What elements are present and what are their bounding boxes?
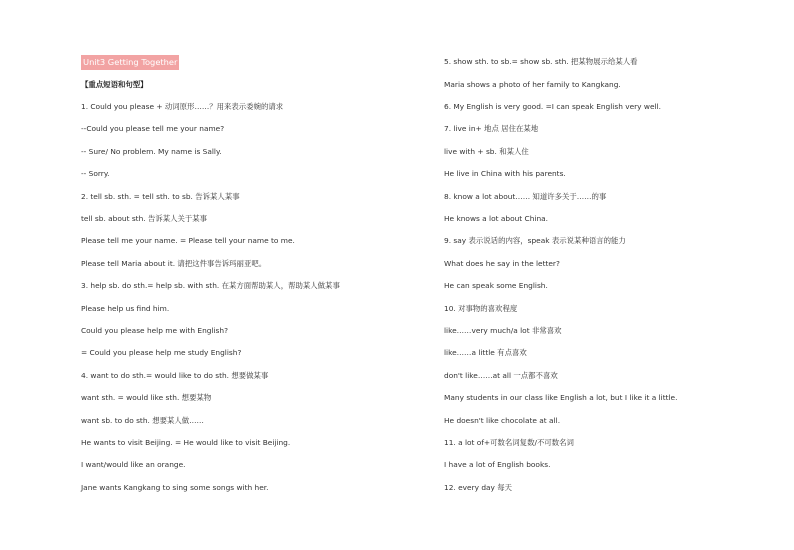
text-line: What does he say in the letter? xyxy=(444,259,560,268)
text-line: He wants to visit Beijing. = He would like to visit Beijing. xyxy=(81,438,291,447)
text-line: 4. want to do sth.= would like to do sth. 想要做某事 xyxy=(81,371,269,380)
text-line: 2. tell sb. sth. = tell sth. to sb. 告诉某人某事 xyxy=(81,192,240,201)
text-line: I have a lot of English books. xyxy=(444,460,551,469)
text-line: tell sb. about sth. 告诉某人关于某事 xyxy=(81,214,208,223)
text-line: 3. help sb. do sth.= help sb. with sth. 在某方面帮助某人，帮助某人做某事 xyxy=(81,281,340,290)
text-line: want sb. to do sth. 想要某人做…… xyxy=(81,416,204,425)
text-line: want sth. = would like sth. 想要某物 xyxy=(81,393,212,402)
text-line: 10. 对事物的喜欢程度 xyxy=(444,304,518,313)
text-line: Jane wants Kangkang to sing some songs with her. xyxy=(81,483,269,492)
text-line: like……a little 有点喜欢 xyxy=(444,348,527,357)
text-line: 12. every day 每天 xyxy=(444,483,513,492)
text-line: He live in China with his parents. xyxy=(444,169,566,178)
text-line: 7. live in+ 地点 居住在某地 xyxy=(444,124,539,133)
text-line: I want/would like an orange. xyxy=(81,460,186,469)
text-line: He doesn't like chocolate at all. xyxy=(444,416,561,425)
text-line: 9. say 表示说话的内容，speak 表示说某种语言的能力 xyxy=(444,236,626,245)
text-line: Please help us find him. xyxy=(81,304,170,313)
text-line: 5. show sth. to sb.= show sb. sth. 把某物展示给某人看 xyxy=(444,57,638,66)
text-line: live with + sb. 和某人住 xyxy=(444,147,529,156)
unit-title: Unit3 Getting Together xyxy=(81,55,179,70)
section-heading: 【重点短语和句型】 xyxy=(81,80,148,89)
text-line: He knows a lot about China. xyxy=(444,214,549,223)
text-line: Maria shows a photo of her family to Kangkang. xyxy=(444,80,621,89)
text-line: 6. My English is very good. =I can speak English very well. xyxy=(444,102,661,111)
text-line: Please tell me your name. = Please tell your name to me. xyxy=(81,236,295,245)
text-line: Please tell Maria about it. 请把这件事告诉玛丽亚吧。 xyxy=(81,259,267,268)
text-line: 1. Could you please + 动词原形……？用来表示委婉的请求 xyxy=(81,102,284,111)
text-line: --Could you please tell me your name? xyxy=(81,124,225,133)
text-line: -- Sure/ No problem. My name is Sally. xyxy=(81,147,222,156)
text-line: don't like……at all 一点都不喜欢 xyxy=(444,371,558,380)
text-line: Could you please help me with English? xyxy=(81,326,229,335)
text-line: like……very much/a lot 非常喜欢 xyxy=(444,326,562,335)
text-line: 11. a lot of+可数名词复数/不可数名词 xyxy=(444,438,574,447)
text-line: Many students in our class like English a lot, but I like it a little. xyxy=(444,393,678,402)
text-line: -- Sorry. xyxy=(81,169,110,178)
text-line: = Could you please help me study English? xyxy=(81,348,242,357)
text-line: 8. know a lot about…… 知道许多关于……的事 xyxy=(444,192,607,201)
text-line: He can speak some English. xyxy=(444,281,548,290)
